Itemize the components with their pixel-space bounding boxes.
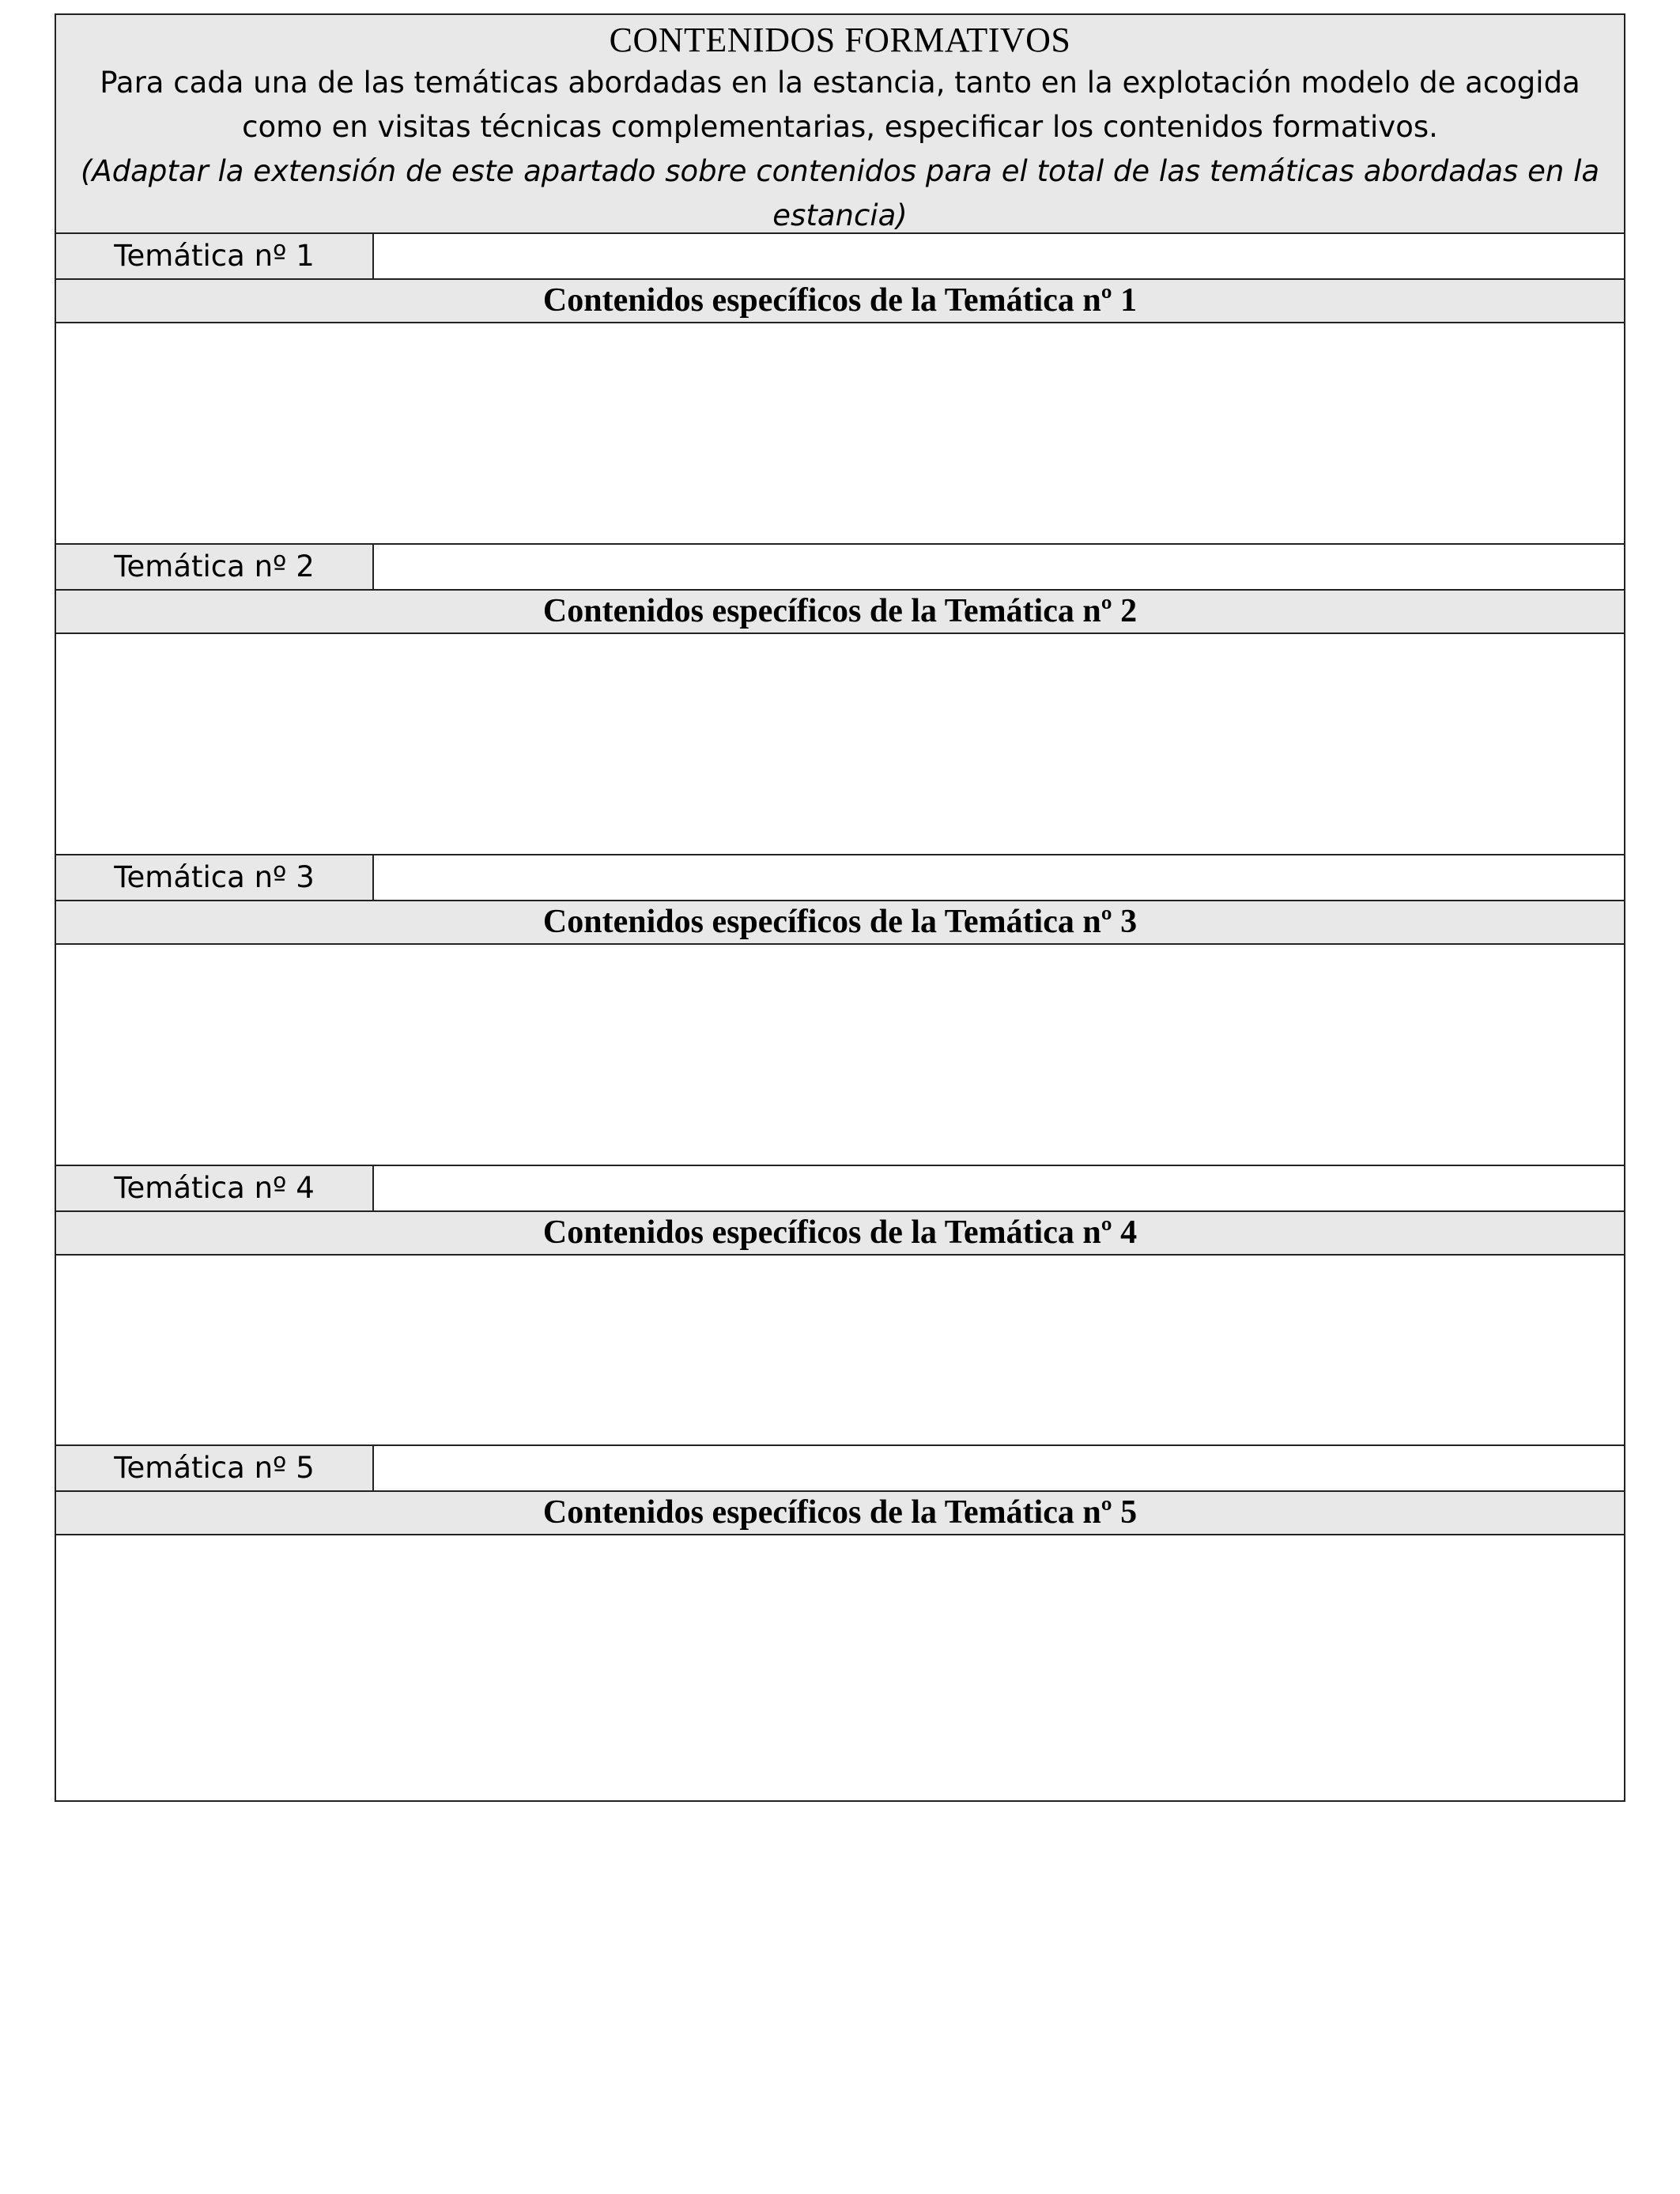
tematica-block-1 xyxy=(56,234,1624,545)
tematica-value-field[interactable] xyxy=(374,855,1624,900)
tematica-row xyxy=(56,234,1624,280)
contenidos-field[interactable] xyxy=(56,945,1624,1166)
contenidos-heading: Contenidos específicos de la Temática nº 4 xyxy=(56,1212,1624,1256)
tematica-block-4 xyxy=(56,1166,1624,1446)
tematica-block-2 xyxy=(56,545,1624,855)
tematica-value-field[interactable] xyxy=(374,234,1624,278)
form-description: Para cada una de las temáticas abordadas en la estancia, tanto en la explotación modelo de acogida como en visitas técnicas complementarias, especificar los contenidos formativos. xyxy=(100,66,1580,144)
tematica-block-3 xyxy=(56,855,1624,1166)
contenidos-heading: Contenidos específicos de la Temática nº 1 xyxy=(56,280,1624,323)
contenidos-field[interactable] xyxy=(56,1256,1624,1446)
tematica-label: Temática nº 1 xyxy=(56,234,374,278)
tematica-value-field[interactable] xyxy=(374,1446,1624,1490)
tematica-value-field[interactable] xyxy=(374,1166,1624,1210)
contenidos-heading: Contenidos específicos de la Temática nº 3 xyxy=(56,901,1624,945)
tematica-row xyxy=(56,855,1624,901)
contenidos-formativos-form xyxy=(55,13,1625,1802)
tematica-label: Temática nº 3 xyxy=(56,855,374,900)
contenidos-heading: Contenidos específicos de la Temática nº 5 xyxy=(56,1492,1624,1535)
contenidos-heading: Contenidos específicos de la Temática nº 2 xyxy=(56,591,1624,634)
tematica-row xyxy=(56,1446,1624,1492)
form-note: (Adaptar la extensión de este apartado sobre contenidos para el total de las temáticas abordadas en la estancia) xyxy=(80,154,1600,232)
tematica-block-5 xyxy=(56,1446,1624,1800)
tematica-row xyxy=(56,1166,1624,1212)
tematica-label: Temática nº 5 xyxy=(56,1446,374,1490)
form-title: CONTENIDOS FORMATIVOS xyxy=(609,21,1071,59)
tematica-label: Temática nº 2 xyxy=(56,545,374,589)
tematica-value-field[interactable] xyxy=(374,545,1624,589)
contenidos-field[interactable] xyxy=(56,1535,1624,1800)
contenidos-field[interactable] xyxy=(56,634,1624,855)
tematica-row xyxy=(56,545,1624,591)
form-header xyxy=(56,15,1624,234)
contenidos-field[interactable] xyxy=(56,323,1624,545)
tematica-label: Temática nº 4 xyxy=(56,1166,374,1210)
